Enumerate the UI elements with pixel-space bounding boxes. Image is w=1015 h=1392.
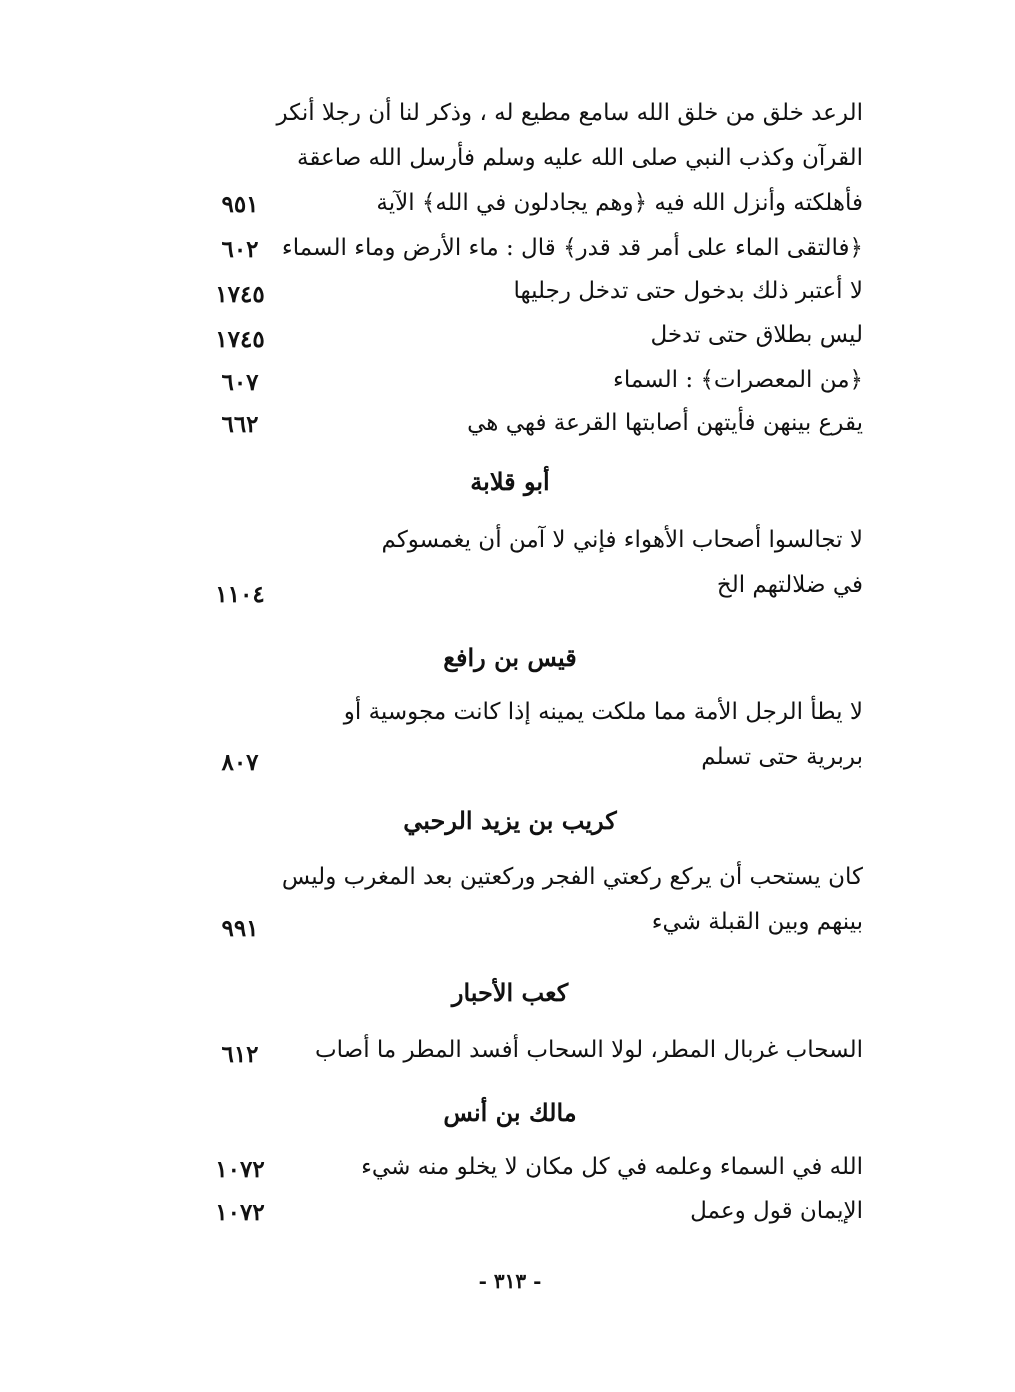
page-reference: ٩٩١ — [221, 915, 259, 942]
page-reference: ١٧٤٥ — [215, 326, 265, 353]
entry-text-line: الله في السماء وعلمه في كل مكان لا يخلو منه شيء — [361, 1154, 863, 1180]
entry-text-line: ليس بطلاق حتى تدخل — [650, 322, 863, 348]
entry-text-line: ﴿فالتقى الماء على أمر قد قدر﴾ قال : ماء الأرض وماء السماء — [281, 235, 863, 261]
page-reference: ٩٥١ — [221, 191, 259, 218]
entry-text-line: السحاب غربال المطر، لولا السحاب أفسد المطر ما أصاب — [315, 1037, 863, 1063]
entry-text-line: لا أعتبر ذلك بدخول حتى تدخل رجليها — [513, 278, 863, 304]
section-heading: مالك بن أنس — [443, 1098, 577, 1127]
page-number: - ٣١٣ - — [478, 1269, 542, 1293]
entry-text-line: الرعد خلق من خلق الله سامع مطيع له ، وذكر لنا أن رجلا أنكر — [276, 100, 863, 126]
entry-text-line: القرآن وكذب النبي صلى الله عليه وسلم فأرسل الله صاعقة — [297, 145, 863, 171]
entry-text-line: ﴿من المعصرات﴾ : السماء — [613, 367, 863, 393]
entry-text-line: الإيمان قول وعمل — [690, 1198, 863, 1224]
page-reference: ٦٦٢ — [221, 411, 259, 438]
page-reference: ٦٠٢ — [221, 236, 259, 263]
page-reference: ٦١٢ — [221, 1041, 259, 1068]
section-heading: أبو قلابة — [470, 467, 550, 496]
entry-text-line: فأهلكته وأنزل الله فيه ﴿وهم يجادلون في الله﴾ الآية — [376, 190, 863, 216]
page-reference: ٨٠٧ — [221, 749, 259, 776]
entry-text-line: يقرع بينهن فأيتهن أصابتها القرعة فهي هي — [467, 410, 863, 436]
entry-text-line: لا تجالسوا أصحاب الأهواء فإني لا آمن أن يغمسوكم — [381, 527, 863, 553]
page-reference: ١٧٤٥ — [215, 281, 265, 308]
page-reference: ١٠٧٢ — [215, 1199, 265, 1226]
section-heading: كعب الأحبار — [451, 978, 569, 1007]
entry-text-line: كان يستحب أن يركع ركعتي الفجر وركعتين بعد المغرب وليس — [281, 864, 863, 890]
entry-text-line: بربرية حتى تسلم — [701, 744, 863, 770]
section-heading: كريب بن يزيد الرحبي — [403, 806, 617, 835]
entry-text-line: لا يطأ الرجل الأمة مما ملكت يمينه إذا كانت مجوسية أو — [343, 699, 863, 725]
entry-text-line: في ضلالتهم الخ — [716, 572, 863, 598]
section-heading: قيس بن رافع — [443, 643, 577, 672]
entry-text-line: بينهم وبين القبلة شيء — [651, 909, 863, 935]
page-reference: ١٠٧٢ — [215, 1156, 265, 1183]
page-reference: ١١٠٤ — [215, 581, 265, 608]
page-reference: ٦٠٧ — [221, 369, 259, 396]
